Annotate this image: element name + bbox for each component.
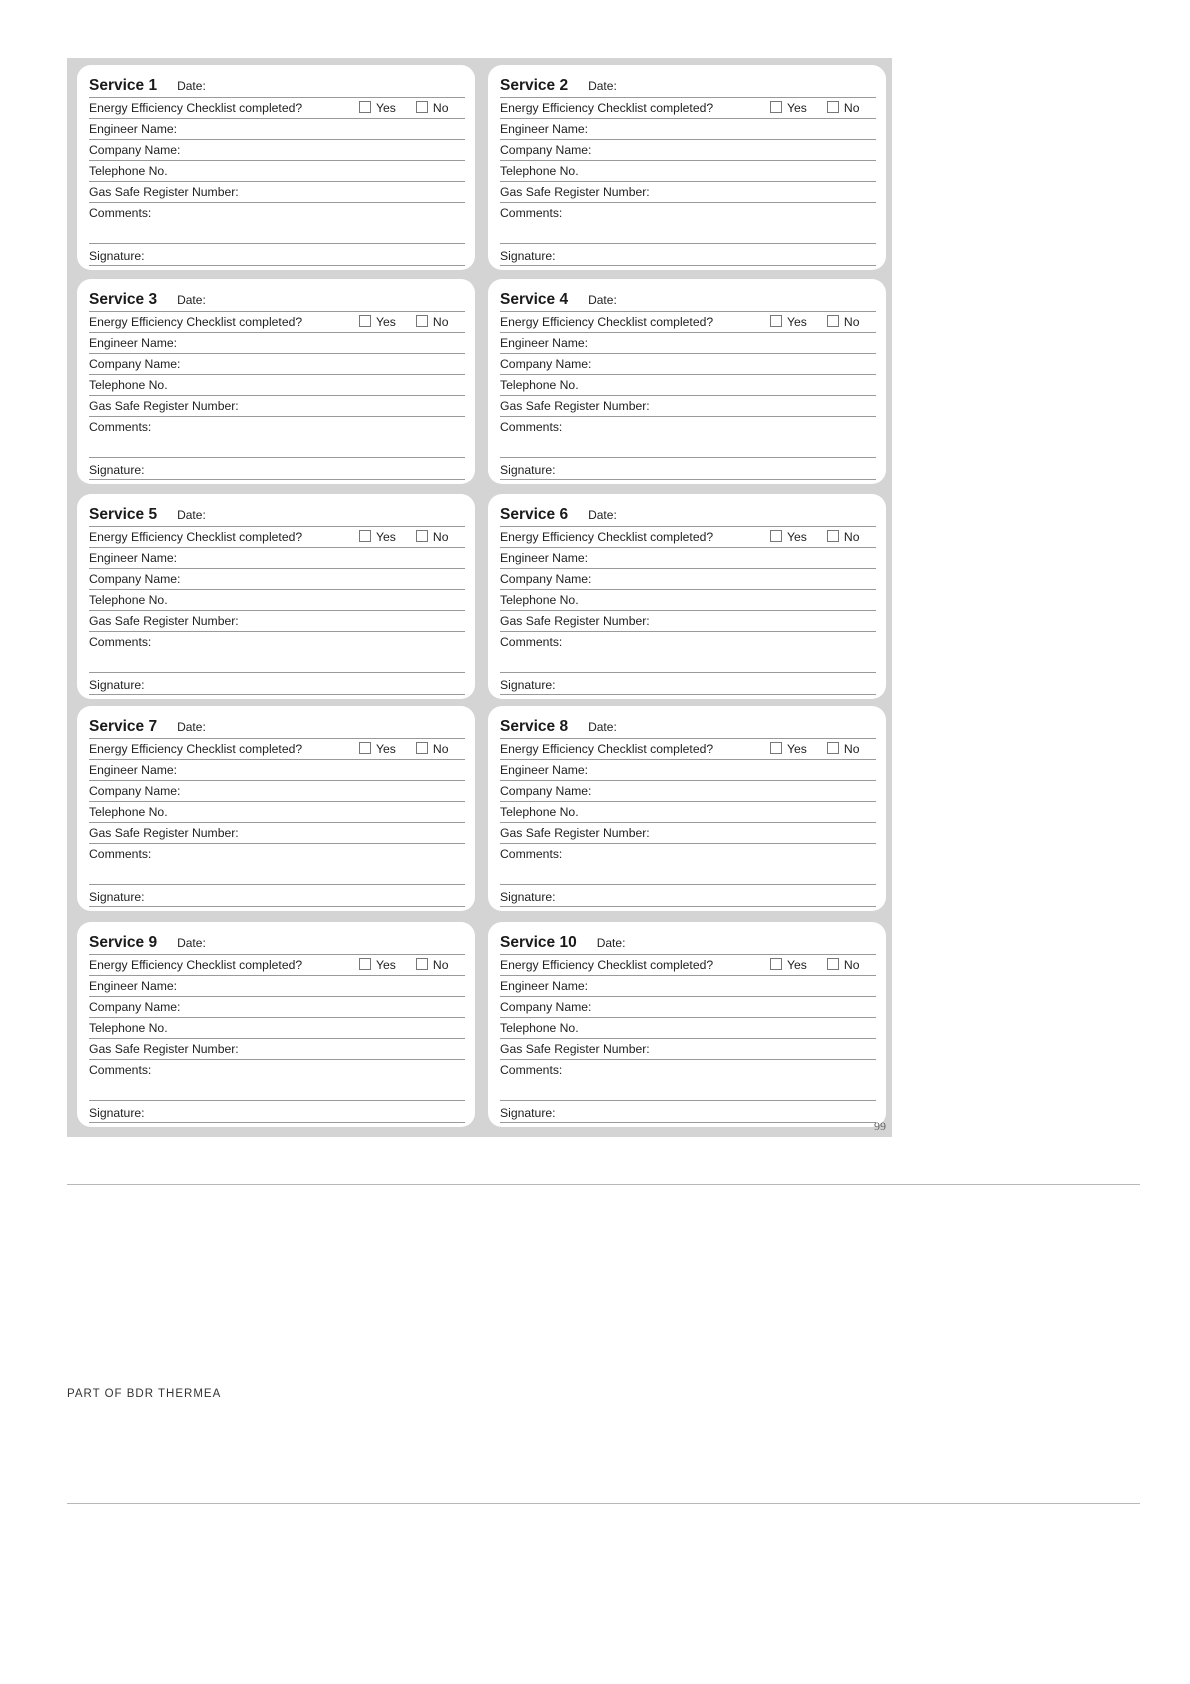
service-record-sheet [67,58,892,1137]
company-name-field[interactable] [89,997,465,1018]
telephone-label: Telephone No. [500,805,579,819]
gas-safe-label: Gas Safe Register Number: [89,1042,239,1056]
company-name-label: Company Name: [89,357,181,371]
checklist-options [359,98,468,118]
service-header [89,930,465,955]
service-header [89,287,465,312]
gas-safe-number-field[interactable] [89,396,465,417]
signature-field[interactable] [500,673,876,695]
telephone-field[interactable] [500,161,876,182]
engineer-name-label: Engineer Name: [89,122,178,136]
service-header [500,930,876,955]
signature-field[interactable] [89,885,465,907]
telephone-field[interactable] [89,802,465,823]
yes-label: Yes [376,742,396,756]
engineer-name-field[interactable] [89,548,465,569]
signature-label: Signature: [500,249,556,263]
telephone-field[interactable] [500,375,876,396]
no-option[interactable] [827,739,860,759]
service-header [500,714,876,739]
no-checkbox[interactable] [416,315,428,327]
signature-label: Signature: [500,678,556,692]
checklist-label: Energy Efficiency Checklist completed? [89,958,303,972]
comments-label: Comments: [89,635,152,649]
telephone-label: Telephone No. [500,164,579,178]
yes-label: Yes [787,530,807,544]
gas-safe-number-field[interactable] [89,182,465,203]
gas-safe-label: Gas Safe Register Number: [500,1042,650,1056]
no-option[interactable] [416,527,449,547]
comments-label: Comments: [89,847,152,861]
service-title: Service 6 [500,506,569,523]
company-name-label: Company Name: [89,1000,181,1014]
service-header [500,502,876,527]
comments-field[interactable] [500,844,876,885]
checklist-options [770,312,879,332]
engineer-name-label: Engineer Name: [89,979,178,993]
no-label: No [843,101,860,115]
no-label: No [843,742,860,756]
checklist-row [500,527,876,548]
checklist-options [770,955,879,975]
no-checkbox[interactable] [827,101,839,113]
yes-option[interactable] [359,739,396,759]
company-name-field[interactable] [500,354,876,375]
date-field[interactable]: Date: [588,720,617,734]
signature-field[interactable] [500,885,876,907]
bottom-divider [67,1503,1140,1504]
checklist-options [359,527,468,547]
telephone-field[interactable] [500,590,876,611]
comments-label: Comments: [89,206,152,220]
yes-checkbox[interactable] [359,958,371,970]
signature-label: Signature: [500,890,556,904]
company-name-field[interactable] [500,569,876,590]
date-field[interactable]: Date: [588,508,617,522]
signature-label: Signature: [89,249,145,263]
engineer-name-label: Engineer Name: [89,336,178,350]
comments-field[interactable] [89,417,465,458]
engineer-name-field[interactable] [89,119,465,140]
comments-label: Comments: [89,420,152,434]
service-header [500,287,876,312]
no-label: No [432,530,449,544]
checklist-row [89,527,465,548]
telephone-label: Telephone No. [500,378,579,392]
comments-label: Comments: [500,420,563,434]
no-option[interactable] [827,312,860,332]
signature-field[interactable] [500,244,876,266]
engineer-name-field[interactable] [500,976,876,997]
comments-field[interactable] [500,203,876,244]
service-card [77,494,475,699]
company-name-field[interactable] [89,140,465,161]
telephone-label: Telephone No. [89,1021,168,1035]
signature-label: Signature: [500,463,556,477]
yes-option[interactable] [770,955,807,975]
company-name-label: Company Name: [500,357,592,371]
yes-option[interactable] [359,955,396,975]
engineer-name-label: Engineer Name: [500,336,589,350]
gas-safe-label: Gas Safe Register Number: [500,826,650,840]
checklist-row [89,98,465,119]
telephone-field[interactable] [500,802,876,823]
checklist-row [500,312,876,333]
engineer-name-label: Engineer Name: [89,763,178,777]
no-option[interactable] [416,955,449,975]
checklist-options [359,739,468,759]
no-label: No [432,958,449,972]
telephone-field[interactable] [89,590,465,611]
checklist-options [770,98,879,118]
date-field[interactable]: Date: [596,936,626,950]
comments-field[interactable] [500,632,876,673]
checklist-row [500,955,876,976]
signature-field[interactable] [500,1101,876,1123]
checklist-label: Energy Efficiency Checklist completed? [500,315,714,329]
no-option[interactable] [416,98,449,118]
yes-option[interactable] [359,527,396,547]
comments-field[interactable] [500,417,876,458]
service-record-grid [67,58,892,1137]
gas-safe-number-field[interactable] [89,611,465,632]
gas-safe-number-field[interactable] [500,396,876,417]
service-header [500,73,876,98]
yes-checkbox[interactable] [359,315,371,327]
checklist-options [770,739,879,759]
company-name-field[interactable] [89,569,465,590]
no-checkbox[interactable] [827,742,839,754]
gas-safe-number-field[interactable] [89,1039,465,1060]
yes-label: Yes [787,958,807,972]
yes-checkbox[interactable] [359,101,371,113]
company-name-label: Company Name: [500,784,592,798]
engineer-name-field[interactable] [500,333,876,354]
telephone-label: Telephone No. [89,378,168,392]
gas-safe-label: Gas Safe Register Number: [89,826,239,840]
checklist-label: Energy Efficiency Checklist completed? [89,315,303,329]
service-card [488,279,886,484]
telephone-label: Telephone No. [89,805,168,819]
no-label: No [432,101,449,115]
yes-option[interactable] [770,312,807,332]
service-title: Service 10 [500,934,577,951]
company-name-label: Company Name: [89,784,181,798]
yes-label: Yes [787,315,807,329]
date-field[interactable]: Date: [177,936,206,950]
signature-label: Signature: [89,678,145,692]
yes-label: Yes [376,530,396,544]
company-name-field[interactable] [500,140,876,161]
gas-safe-label: Gas Safe Register Number: [500,185,650,199]
gas-safe-label: Gas Safe Register Number: [500,399,650,413]
date-field[interactable]: Date: [177,720,206,734]
no-checkbox[interactable] [416,530,428,542]
yes-label: Yes [376,958,396,972]
no-option[interactable] [416,312,449,332]
no-option[interactable] [827,955,860,975]
comments-label: Comments: [500,635,563,649]
engineer-name-field[interactable] [500,119,876,140]
telephone-field[interactable] [500,1018,876,1039]
signature-field[interactable] [89,244,465,266]
yes-option[interactable] [770,98,807,118]
telephone-field[interactable] [89,1018,465,1039]
no-option[interactable] [827,98,860,118]
comments-label: Comments: [500,206,563,220]
service-title: Service 9 [89,934,158,951]
company-name-label: Company Name: [89,572,181,586]
gas-safe-number-field[interactable] [500,182,876,203]
engineer-name-field[interactable] [89,976,465,997]
engineer-name-field[interactable] [89,760,465,781]
service-card [77,279,475,484]
service-card [488,494,886,699]
service-title: Service 3 [89,291,158,308]
service-header [89,714,465,739]
service-title: Service 2 [500,77,569,94]
company-name-label: Company Name: [500,143,592,157]
telephone-field[interactable] [89,375,465,396]
company-name-label: Company Name: [89,143,181,157]
company-name-field[interactable] [89,781,465,802]
signature-label: Signature: [89,1106,145,1120]
signature-label: Signature: [500,1106,556,1120]
no-checkbox[interactable] [416,958,428,970]
comments-field[interactable] [89,203,465,244]
engineer-name-label: Engineer Name: [500,979,589,993]
signature-field[interactable] [89,673,465,695]
service-title: Service 7 [89,718,158,735]
date-field[interactable]: Date: [177,293,206,307]
signature-field[interactable] [89,1101,465,1123]
checklist-label: Energy Efficiency Checklist completed? [500,958,714,972]
yes-checkbox[interactable] [359,530,371,542]
no-option[interactable] [827,527,860,547]
signature-label: Signature: [89,890,145,904]
yes-checkbox[interactable] [359,742,371,754]
no-checkbox[interactable] [827,315,839,327]
service-card [488,706,886,911]
checklist-options [359,955,468,975]
engineer-name-label: Engineer Name: [89,551,178,565]
no-checkbox[interactable] [416,101,428,113]
yes-option[interactable] [770,739,807,759]
yes-checkbox[interactable] [770,958,782,970]
service-title: Service 5 [89,506,158,523]
no-label: No [843,530,860,544]
service-header [89,73,465,98]
checklist-row [500,98,876,119]
comments-field[interactable] [89,1060,465,1101]
engineer-name-label: Engineer Name: [500,122,589,136]
telephone-label: Telephone No. [89,164,168,178]
yes-label: Yes [787,101,807,115]
telephone-label: Telephone No. [89,593,168,607]
no-option[interactable] [416,739,449,759]
no-label: No [432,315,449,329]
comments-field[interactable] [89,844,465,885]
service-card [77,65,475,270]
checklist-options [770,527,879,547]
engineer-name-label: Engineer Name: [500,763,589,777]
company-name-field[interactable] [500,781,876,802]
yes-label: Yes [787,742,807,756]
gas-safe-number-field[interactable] [500,1039,876,1060]
checklist-label: Energy Efficiency Checklist completed? [89,101,303,115]
signature-field[interactable] [89,458,465,480]
checklist-options [359,312,468,332]
gas-safe-label: Gas Safe Register Number: [89,399,239,413]
gas-safe-number-field[interactable] [89,823,465,844]
service-card [77,706,475,911]
gas-safe-label: Gas Safe Register Number: [89,614,239,628]
no-label: No [843,315,860,329]
service-card [488,65,886,270]
yes-checkbox[interactable] [770,742,782,754]
yes-checkbox[interactable] [770,101,782,113]
yes-option[interactable] [359,98,396,118]
yes-label: Yes [376,315,396,329]
footer-brand: PART OF BDR THERMEA [67,1388,222,1400]
checklist-label: Energy Efficiency Checklist completed? [500,530,714,544]
checklist-label: Energy Efficiency Checklist completed? [89,530,303,544]
checklist-row [89,312,465,333]
engineer-name-field[interactable] [89,333,465,354]
checklist-label: Energy Efficiency Checklist completed? [89,742,303,756]
comments-field[interactable] [89,632,465,673]
no-checkbox[interactable] [827,958,839,970]
gas-safe-label: Gas Safe Register Number: [500,614,650,628]
no-label: No [843,958,860,972]
date-field[interactable]: Date: [588,79,617,93]
checklist-row [89,739,465,760]
telephone-label: Telephone No. [500,593,579,607]
gas-safe-number-field[interactable] [500,823,876,844]
yes-option[interactable] [770,527,807,547]
company-name-field[interactable] [500,997,876,1018]
checklist-label: Energy Efficiency Checklist completed? [500,742,714,756]
date-field[interactable]: Date: [588,293,617,307]
comments-label: Comments: [500,847,563,861]
page-number: 99 [874,1119,886,1133]
checklist-row [89,955,465,976]
date-field[interactable]: Date: [177,508,206,522]
engineer-name-field[interactable] [500,548,876,569]
service-title: Service 1 [89,77,158,94]
no-checkbox[interactable] [827,530,839,542]
yes-label: Yes [376,101,396,115]
top-divider [67,1184,1140,1185]
service-card [77,922,475,1127]
yes-checkbox[interactable] [770,530,782,542]
no-checkbox[interactable] [416,742,428,754]
signature-field[interactable] [500,458,876,480]
engineer-name-field[interactable] [500,760,876,781]
telephone-label: Telephone No. [500,1021,579,1035]
service-title: Service 8 [500,718,569,735]
no-label: No [432,742,449,756]
engineer-name-label: Engineer Name: [500,551,589,565]
comments-label: Comments: [89,1063,152,1077]
date-field[interactable]: Date: [177,79,206,93]
service-card [488,922,886,1127]
company-name-label: Company Name: [500,572,592,586]
signature-label: Signature: [89,463,145,477]
service-header [89,502,465,527]
gas-safe-number-field[interactable] [500,611,876,632]
company-name-field[interactable] [89,354,465,375]
yes-option[interactable] [359,312,396,332]
yes-checkbox[interactable] [770,315,782,327]
checklist-label: Energy Efficiency Checklist completed? [500,101,714,115]
telephone-field[interactable] [89,161,465,182]
gas-safe-label: Gas Safe Register Number: [89,185,239,199]
company-name-label: Company Name: [500,1000,592,1014]
comments-field[interactable] [500,1060,876,1101]
service-title: Service 4 [500,291,569,308]
comments-label: Comments: [500,1063,563,1077]
checklist-row [500,739,876,760]
